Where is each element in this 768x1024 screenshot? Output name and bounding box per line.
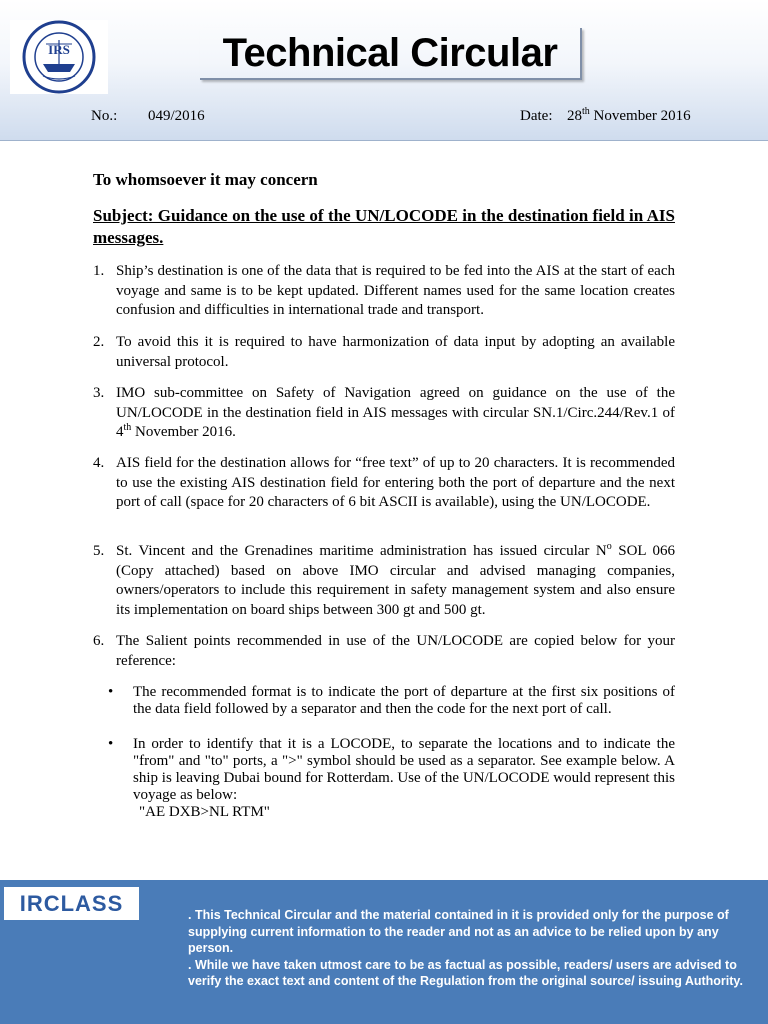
logo-initials: IRS [48, 42, 70, 57]
disclaimer-line-2: . While we have taken utmost care to be as factual as possible, readers/ users are advised to verify the exact text and content of the Regulation from the original source/ issuing Authority. [188, 957, 743, 988]
circular-date-label: Date: [520, 108, 553, 124]
circular-number: 049/2016 [148, 108, 205, 124]
list-item-6: 6. The Salient points recommended in use of the UN/LOCODE are copied below for your reference: [93, 633, 675, 669]
list-item-5: 5. St. Vincent and the Grenadines maritime administration has issued circular $N^o$ SOL 066 (Copy attached) based on above IMO circular and advised managing companies, owners/operators to include this requirement in safety management system and also ensure its implementation on board ships between 300 gt and 500 gt. [93, 541, 676, 618]
locode-example: "AE DXB>NL RTM" [139, 804, 270, 820]
greeting: To whomsoever it may concern [93, 170, 318, 189]
bullet-item-2: • In order to identify that it is a LOCODE, to separate the locations and to indicate the "from" and "to" ports, a ">" symbol should be used as a separator. See example below. A ship is leaving Dubai bound for Rotterdam. Use of the UN/LOCODE would represent this voyage as below: "AE DXB>NL RTM" [108, 736, 675, 820]
bullet-dot-icon: • [108, 736, 114, 752]
subject-line: Subject: Guidance on the use of the UN/LOCODE in the destination field in AIS messages. [93, 206, 675, 247]
document-title: Technical Circular [200, 28, 582, 80]
disclaimer-line-1: . This Technical Circular and the material contained in it is provided only for the purpose of supplying current information to the reader and not as an advice to be relied upon by any person. [188, 908, 729, 955]
list-item-1: 1. Ship’s destination is one of the data that is required to be fed into the AIS at the start of each voyage and same is to be kept updated. Different names used for the same location creates confusion and difficulties in international trade and transport. [93, 263, 675, 318]
disclaimer-footer [0, 880, 768, 1024]
bullet-item-1: • The recommended format is to indicate the port of departure at the first six positions of the data field followed by a separator and then the code for the next port of call. [108, 684, 675, 717]
bullet-dot-icon: • [108, 684, 114, 700]
list-item-4: 4. AIS field for the destination allows for “free text” of up to 20 characters. It is recommended to use the existing AIS destination field for entering both the port of departure and the next port of call (space for 20 characters of 6 bit ASCII is available), using the UN/LOCODE. [93, 455, 675, 510]
circular-header [0, 0, 768, 141]
irclass-logo: IRCLASS [4, 887, 139, 920]
irs-logo-seal [10, 20, 108, 94]
circular-number-label: No.: [91, 108, 118, 124]
list-item-3: 3. IMO sub-committee on Safety of Navigation agreed on guidance on the use of the UN/LOCODE in the destination field in AIS messages with circular SN.1/Circ.244/Rev.1 of 4th November 2016. [93, 385, 675, 440]
circular-date: 28th November 2016 [567, 106, 691, 124]
list-item-2: 2. To avoid this it is required to have harmonization of data input by adopting an available universal protocol. [93, 334, 675, 370]
disclaimer-text [188, 907, 758, 990]
